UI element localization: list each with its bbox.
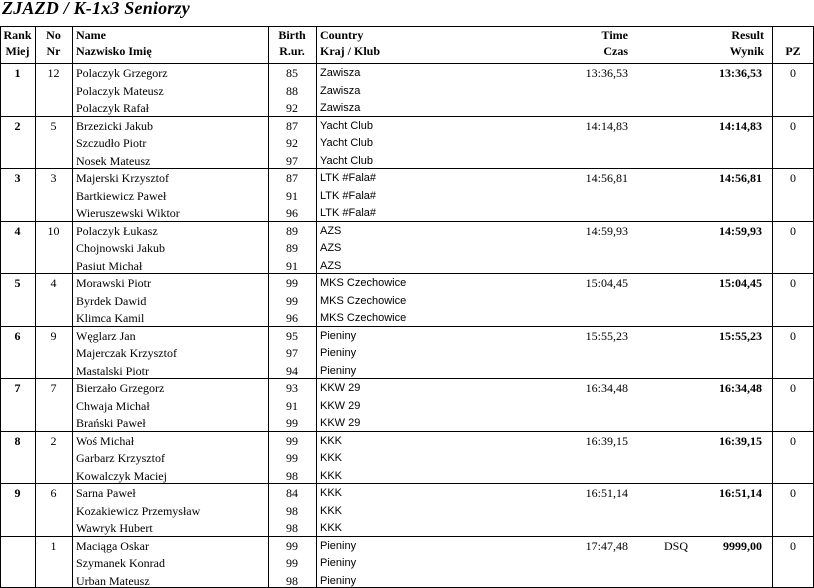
crew-member-name: Byrdek Dawid — [76, 293, 147, 308]
header-rank — [0, 27, 35, 59]
header-result — [690, 27, 764, 59]
header-country — [320, 27, 380, 59]
col-divider-result — [772, 26, 773, 588]
crew-member-name: Szczudło Piotr — [76, 136, 147, 150]
header-no-pl: Nr — [46, 44, 61, 58]
crew-member-club: Yacht Club — [320, 119, 373, 132]
crew-member-name: Wawryk Hubert — [76, 521, 153, 535]
crew-member-name: Kozakiewicz Przemysław — [76, 503, 201, 518]
crew-member-name: Chwaja Michał — [76, 398, 150, 413]
bib-number-cell: 4 — [50, 276, 57, 290]
penalty-cell: 0 — [790, 66, 796, 80]
crew-member-birth-year: 92 — [286, 101, 298, 115]
crew-member-birth-year: 97 — [286, 346, 298, 360]
row-divider — [0, 431, 814, 432]
result-cell: 14:14,83 — [719, 118, 762, 133]
result-cell: 15:55,23 — [719, 328, 762, 343]
time-cell: 14:59,93 — [585, 223, 628, 238]
crew-member-name: Węglarz Jan — [76, 328, 136, 343]
crew-member-club: MKS Czechowice — [320, 312, 407, 324]
rank-cell: 8 — [14, 433, 21, 448]
result-cell: 16:39,15 — [719, 433, 762, 448]
penalty-cell: 0 — [790, 538, 796, 553]
crew-member-birth-year: 91 — [286, 398, 298, 413]
time-cell: 16:51,14 — [585, 486, 628, 500]
rank-cell: 7 — [14, 381, 21, 395]
result-cell: 9999,00 — [723, 538, 762, 553]
header-country-pl: Kraj / Klub — [320, 44, 381, 58]
crew-member-birth-year: 98 — [286, 468, 298, 483]
penalty-cell: 0 — [790, 223, 796, 238]
crew-member-name: Polaczyk Rafał — [76, 101, 149, 115]
crew-member-club: Pieniny — [320, 574, 357, 587]
crew-member-birth-year: 99 — [286, 416, 298, 430]
crew-member-club: KKK — [320, 504, 343, 517]
crew-member-birth-year: 87 — [286, 171, 298, 185]
crew-member-club: Pieniny — [320, 539, 357, 552]
crew-member-name: Klimca Kamil — [76, 311, 145, 325]
crew-member-club: KKK — [320, 469, 343, 482]
header-time-pl: Czas — [603, 44, 628, 58]
time-cell: 16:39,15 — [585, 433, 628, 448]
bib-number-cell: 3 — [50, 171, 57, 185]
header-birth — [268, 27, 316, 59]
crew-member-name: Szymanek Konrad — [76, 556, 165, 570]
rank-cell: 2 — [14, 118, 21, 133]
penalty-cell: 0 — [790, 486, 796, 500]
crew-member-club: Zawisza — [320, 102, 361, 114]
header-rank-en: Rank — [3, 28, 32, 42]
crew-member-birth-year: 88 — [286, 83, 298, 98]
penalty-cell: 0 — [790, 276, 796, 290]
crew-member-name: Polaczyk Grzegorz — [76, 66, 168, 80]
crew-member-club: AZS — [320, 224, 342, 237]
crew-member-name: Woś Michał — [76, 433, 135, 448]
crew-member-name: Morawski Piotr — [76, 276, 151, 290]
header-name-en: Name — [76, 28, 106, 42]
rank-cell: 6 — [14, 328, 21, 343]
status-cell: DSQ — [663, 538, 688, 553]
row-divider — [0, 483, 814, 484]
row-divider — [0, 378, 814, 379]
col-divider-rank — [35, 26, 36, 588]
crew-member-birth-year: 99 — [286, 276, 298, 290]
crew-member-name: Nosek Mateusz — [76, 153, 151, 168]
crew-member-club: Pieniny — [320, 364, 357, 377]
crew-member-birth-year: 93 — [286, 381, 298, 395]
crew-member-name: Pasiut Michał — [76, 258, 143, 273]
time-cell: 14:56,81 — [585, 171, 628, 185]
time-cell: 15:04,45 — [585, 276, 628, 290]
crew-member-birth-year: 84 — [286, 486, 298, 500]
row-divider — [0, 168, 814, 169]
crew-member-club: KKK — [320, 522, 343, 534]
result-cell: 14:59,93 — [719, 223, 762, 238]
crew-member-birth-year: 98 — [286, 521, 298, 535]
crew-member-birth-year: 97 — [286, 153, 298, 168]
rank-cell: 3 — [14, 171, 21, 185]
crew-member-birth-year: 89 — [286, 223, 298, 238]
header-no-en: No — [46, 28, 61, 42]
crew-member-name: Chojnowski Jakub — [76, 241, 166, 255]
crew-member-name: Polaczyk Łukasz — [76, 223, 158, 238]
row-divider — [0, 116, 814, 117]
header-name — [76, 27, 152, 59]
col-divider-no — [72, 26, 73, 588]
penalty-cell: 0 — [790, 118, 796, 133]
penalty-cell: 0 — [790, 433, 796, 448]
crew-member-name: Bartkiewicz Paweł — [76, 188, 167, 203]
crew-member-birth-year: 96 — [286, 206, 298, 220]
crew-member-name: Maciąga Oskar — [76, 538, 149, 553]
crew-member-name: Kowalczyk Maciej — [76, 468, 167, 483]
bib-number-cell: 12 — [47, 66, 60, 80]
crew-member-birth-year: 87 — [286, 118, 298, 133]
crew-member-birth-year: 99 — [286, 433, 298, 448]
crew-member-birth-year: 99 — [286, 293, 298, 308]
row-divider — [0, 326, 814, 327]
bib-number-cell: 1 — [50, 538, 57, 553]
crew-member-birth-year: 98 — [286, 573, 298, 588]
crew-member-name: Mastalski Piotr — [76, 363, 150, 378]
crew-member-name: Majerczak Krzysztof — [76, 346, 177, 360]
crew-member-birth-year: 91 — [286, 258, 298, 273]
crew-member-club: MKS Czechowice — [320, 294, 407, 307]
row-divider — [0, 536, 814, 537]
time-cell: 14:14,83 — [585, 118, 628, 133]
result-cell: 14:56,81 — [719, 171, 762, 185]
crew-member-club: Pieniny — [320, 347, 357, 359]
result-cell: 13:36,53 — [719, 66, 762, 80]
crew-member-club: KKW 29 — [320, 417, 361, 429]
crew-member-birth-year: 99 — [286, 556, 298, 570]
crew-member-birth-year: 89 — [286, 241, 298, 255]
result-cell: 15:04,45 — [719, 276, 762, 290]
crew-member-birth-year: 99 — [286, 538, 298, 553]
crew-member-club: Pieniny — [320, 329, 357, 342]
crew-member-birth-year: 85 — [286, 66, 298, 80]
crew-member-club: AZS — [320, 242, 342, 254]
row-divider — [0, 221, 814, 222]
crew-member-club: AZS — [320, 259, 342, 272]
penalty-cell: 0 — [790, 381, 796, 395]
crew-member-birth-year: 94 — [286, 363, 298, 378]
row-divider — [0, 63, 814, 64]
crew-member-club: Yacht Club — [320, 154, 373, 167]
crew-member-club: LTK #Fala# — [320, 207, 377, 219]
col-divider-birth — [316, 26, 317, 588]
crew-member-name: Bierzało Grzegorz — [76, 381, 165, 395]
crew-member-club: MKS Czechowice — [320, 277, 407, 289]
crew-member-club: KKK — [320, 452, 343, 464]
bib-number-cell: 5 — [50, 118, 57, 133]
header-name-pl: Nazwisko Imię — [76, 44, 152, 58]
page-title: ZJAZD / K-1x3 Seniorzy — [2, 0, 190, 18]
crew-member-club: LTK #Fala# — [320, 189, 377, 202]
rank-cell: 9 — [14, 486, 21, 500]
penalty-cell: 0 — [790, 328, 796, 343]
crew-member-name: Urban Mateusz — [76, 573, 150, 588]
crew-member-club: KKK — [320, 434, 343, 447]
crew-member-birth-year: 91 — [286, 188, 298, 203]
header-country-en: Country — [320, 28, 364, 42]
header-result-pl: Wynik — [729, 44, 764, 58]
rank-cell: 4 — [14, 223, 21, 238]
crew-member-club: KKK — [320, 487, 343, 499]
crew-member-name: Brzezicki Jakub — [76, 118, 153, 133]
header-result-en: Result — [731, 28, 764, 42]
crew-member-club: Zawisza — [320, 67, 361, 79]
table-border-left — [0, 26, 1, 588]
crew-member-birth-year: 92 — [286, 136, 298, 150]
header-no — [35, 27, 72, 59]
crew-member-name: Brański Paweł — [76, 416, 146, 430]
crew-member-club: Zawisza — [320, 84, 361, 97]
crew-member-birth-year: 95 — [286, 328, 298, 343]
crew-member-club: Pieniny — [320, 557, 357, 569]
crew-member-name: Majerski Krzysztof — [76, 171, 169, 185]
result-cell: 16:34,48 — [719, 381, 762, 395]
crew-member-club: KKW 29 — [320, 399, 361, 412]
crew-member-name: Sarna Paweł — [76, 486, 136, 500]
bib-number-cell: 6 — [50, 486, 57, 500]
header-time-en: Time — [601, 28, 628, 42]
results-table — [0, 26, 814, 588]
header-birth-pl: R.ur. — [279, 44, 305, 58]
crew-member-name: Garbarz Krzysztof — [76, 451, 165, 465]
bib-number-cell: 9 — [50, 328, 57, 343]
bib-number-cell: 2 — [50, 433, 57, 448]
header-rank-pl: Miej — [5, 44, 30, 58]
crew-member-club: KKW 29 — [320, 382, 361, 394]
header-birth-en: Birth — [278, 28, 306, 42]
crew-member-club: LTK #Fala# — [320, 172, 377, 184]
header-pz: PZ — [785, 44, 801, 58]
time-cell: 15:55,23 — [585, 328, 628, 343]
bib-number-cell: 10 — [47, 223, 60, 238]
time-cell: 17:47,48 — [585, 538, 628, 553]
crew-member-name: Polaczyk Mateusz — [76, 83, 164, 98]
rank-cell: 1 — [14, 66, 21, 80]
crew-member-birth-year: 96 — [286, 311, 298, 325]
crew-member-birth-year: 98 — [286, 503, 298, 518]
crew-member-birth-year: 99 — [286, 451, 298, 465]
row-divider — [0, 273, 814, 274]
header-time — [560, 27, 628, 59]
result-cell: 16:51,14 — [719, 486, 762, 500]
crew-member-name: Wieruszewski Wiktor — [76, 206, 180, 220]
bib-number-cell: 7 — [50, 381, 57, 395]
time-cell: 16:34,48 — [585, 381, 628, 395]
penalty-cell: 0 — [790, 171, 796, 185]
time-cell: 13:36,53 — [585, 66, 628, 80]
crew-member-club: Yacht Club — [320, 137, 373, 149]
rank-cell: 5 — [14, 276, 21, 290]
